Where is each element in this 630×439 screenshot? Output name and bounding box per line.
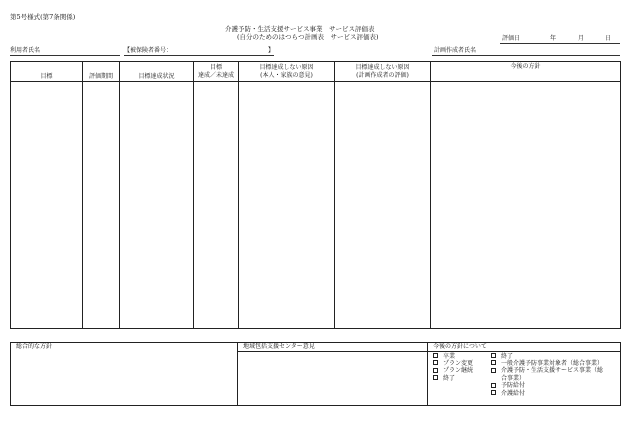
center-opinion-cell[interactable] [238, 351, 428, 406]
header-achieved [194, 62, 239, 82]
form-title: 介護予防・生活支援サービス事業 サービス評価表 [225, 25, 375, 33]
checkbox-icon[interactable] [491, 353, 496, 358]
checkbox-icon[interactable] [433, 375, 438, 380]
cell-future-policy[interactable] [431, 82, 621, 329]
checkbox-icon[interactable] [491, 368, 496, 373]
year-label: 年 [550, 35, 557, 42]
day-label: 日 [605, 35, 612, 42]
option-general-prevention[interactable]: 一般介護予防事業対象者（総合事業） [491, 360, 603, 367]
checkbox-icon[interactable] [491, 383, 496, 388]
option-plan-continue[interactable]: プラン継続 [433, 367, 473, 374]
insured-number-close: 】 [268, 47, 275, 54]
eval-date-label: 評価日 [502, 35, 521, 42]
user-name-underline [10, 55, 120, 56]
form-number: 第5号様式(第7条関係) [10, 13, 76, 21]
center-opinion-header: 地域包括支援センター意見 [238, 343, 428, 352]
eval-date-underline [500, 43, 620, 44]
table-body-row [11, 82, 621, 329]
option-plan-change[interactable]: プラン変更 [433, 360, 473, 367]
month-label: 月 [578, 35, 585, 42]
option-prevention-service[interactable]: 介護予防・生活支援サービス事業（総 [491, 367, 603, 374]
planner-name-label: 計画作成者氏名 [434, 47, 477, 54]
cell-goal-status[interactable] [120, 82, 194, 329]
future-policy-about-header: 今後の方針について [428, 343, 621, 352]
header-goal: 目標 [11, 62, 83, 82]
checkbox-icon[interactable] [433, 368, 438, 373]
table-header-row [11, 62, 621, 82]
option-end-right[interactable]: 終了 [491, 353, 603, 360]
summary-header-row [11, 343, 621, 352]
summary-table [10, 342, 621, 406]
option-care-benefit[interactable]: 介護給付 [491, 390, 603, 397]
cell-reason-person[interactable] [239, 82, 335, 329]
insured-number-underline [124, 55, 274, 56]
future-policy-options-cell [428, 351, 621, 406]
option-end-left[interactable]: 終了 [433, 375, 473, 382]
header-goal-status: 目標達成状況 [120, 62, 194, 82]
cell-achieved[interactable] [194, 82, 239, 329]
header-achieved-top: 目標 [209, 64, 222, 71]
checkbox-icon[interactable] [433, 360, 438, 365]
evaluation-table [10, 61, 621, 329]
header-reason-planner-bottom: (計画作成者の評価) [356, 71, 409, 79]
overall-policy-label: 総合的な方針 [16, 343, 53, 350]
header-reason-planner [335, 62, 431, 82]
header-achieved-bottom: 達成／未達成 [197, 71, 234, 79]
header-reason-person [239, 62, 335, 82]
cell-goal[interactable] [11, 82, 83, 329]
overall-policy-cell[interactable] [11, 343, 238, 406]
header-reason-person-top: 目標達成しない原因 [259, 64, 314, 71]
header-future-policy: 今後の方針 [431, 62, 621, 82]
cell-reason-planner[interactable] [335, 82, 431, 329]
checkbox-icon[interactable] [491, 360, 496, 365]
header-reason-person-bottom: (本人・家族の意見) [260, 71, 313, 79]
header-reason-planner-top: 目標達成しない原因 [355, 64, 410, 71]
option-prevention-benefit[interactable]: 予防給付 [491, 382, 603, 389]
option-prevention-service-cont: 合事業） [501, 374, 526, 382]
checkbox-icon[interactable] [433, 353, 438, 358]
planner-name-underline [432, 55, 620, 56]
options-left-group [433, 353, 473, 383]
option-graduation[interactable]: 卒業 [433, 353, 473, 360]
header-evaluation-period: 評価期間 [83, 62, 120, 82]
cell-evaluation-period[interactable] [83, 82, 120, 329]
options-right-group [491, 353, 603, 397]
checkbox-icon[interactable] [491, 390, 496, 395]
insured-number-label: 【被保険者番号： [124, 47, 173, 54]
form-subtitle: (自分のためのはつらつ計画表 サービス評価表) [237, 33, 379, 41]
user-name-label: 利用者氏名 [10, 47, 41, 54]
